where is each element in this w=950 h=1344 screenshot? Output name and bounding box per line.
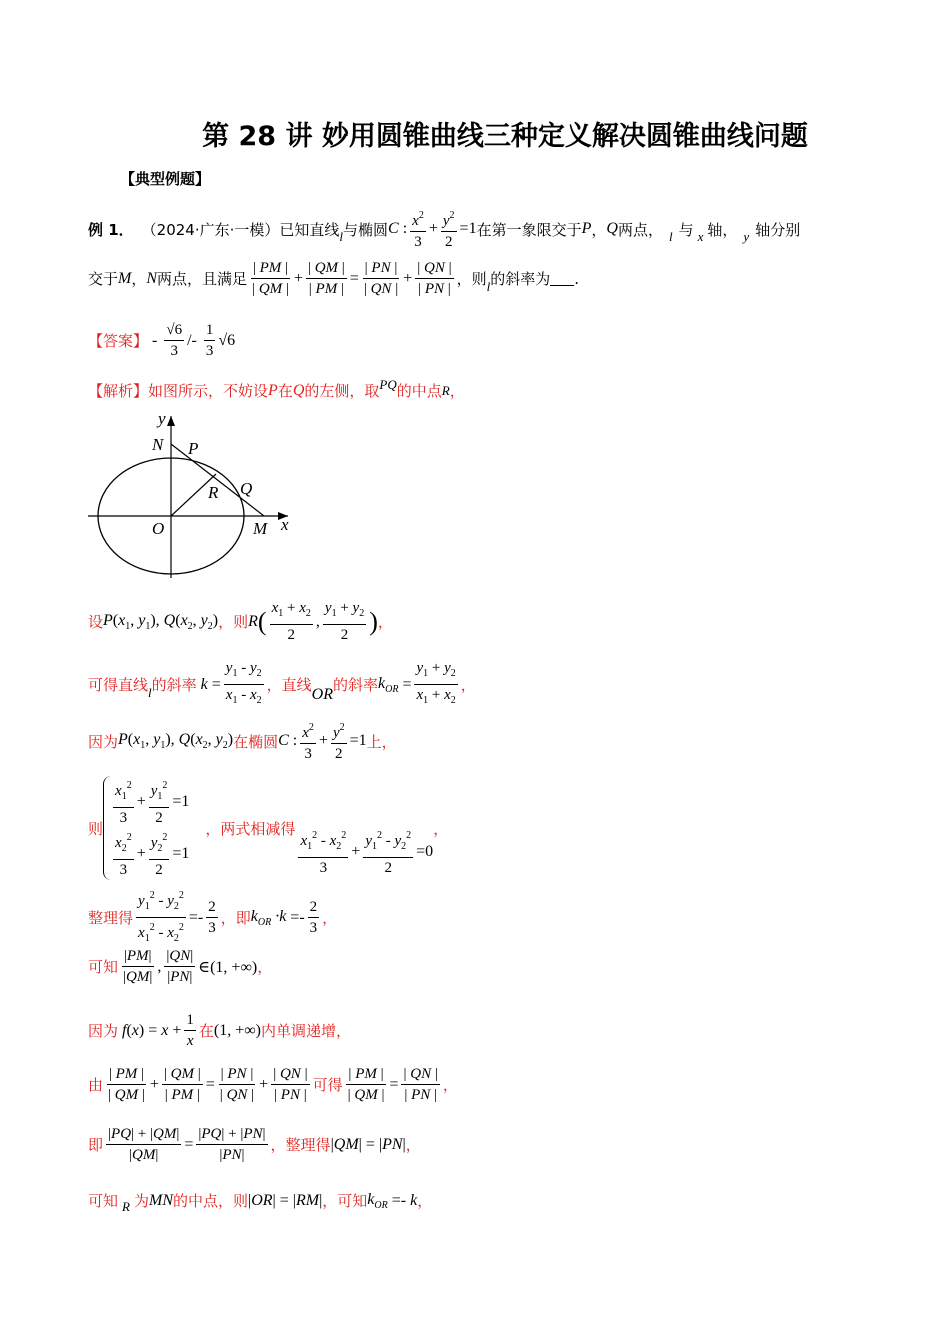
text: 的左侧，取 [304,382,380,400]
analysis-line-3: 可得直线 l 的斜率 k = $\frac{y_1 - y_2}{x_1 - x_2}$ ，直线 OR 的斜率 $k_{OR}$ = $\frac{y_1 + y_2}{x_1 + x_2}$ ， [88,660,476,706]
text: 在椭圆 [233,732,279,751]
ellipse-figure [88,408,308,578]
fig-label-P: P [188,439,199,458]
example-label: 例 1． [88,220,134,239]
text: 上， [366,732,397,751]
text: 与椭圆 [343,220,389,239]
text: ， [322,909,338,927]
text: 可得直线 [88,676,149,694]
text: 与 [678,220,694,239]
text: 的斜率 [332,676,378,694]
text: ， [377,613,393,631]
text: ，整理得 [270,1136,331,1154]
text: ，则 [218,613,249,631]
text: 的中点，则 [172,1192,248,1210]
fig-label-R: R [208,483,219,502]
text: 即 [88,1136,104,1154]
text: ，可知 [322,1192,368,1210]
text: 两点，且满足 [157,270,248,288]
text: ，直线 [266,676,312,694]
text: ，两式相减得 [205,819,296,838]
text: ， [591,220,607,239]
text: 的斜率为 [490,270,551,288]
analysis-line-2: 设 $P(x_1$, $y_1$), $Q(x_2$, $y_2$) ，则 R ( $\frac{x_1 + x_2}{2}$ , $\frac{y_1 + y_2}{2}$ ) ， [88,600,393,643]
analysis-line-6: 整理得 $\frac{y_1^2 - y_2^2}{x_1^2 - x_2^2}$ =- $\frac{2}{3}$ ，即 $k_{OR} \cdot k$ =- $\frac{2}{3}$ ， [88,886,337,949]
example-source: （2024·广东·一模） [141,220,280,239]
text: 由 [88,1076,104,1094]
text: 为 [133,1192,149,1210]
text: 在第一象限交于 [476,220,582,239]
analysis-line-5: 则 $\frac{x_1^2}{3}$ + $\frac{y_1^2}{2}$ =1 $\frac{x_2^2}{3}$ + $\frac{y_2^2}{2}$ =1 ，两式相减得 $\frac{x_1^2 - x_2^2}{3}$ + $\frac{y_1^2 - y_2^2}{2}$ =0 ， [88,776,448,880]
text: ， [460,676,476,694]
example-line-1: 例 1． （2024·广东·一模） 已知直线 l 与椭圆 C : $\frac{x^2}{3}$ + $\frac{y^2}{2}$ =1 在第一象限交于 P ， Q 两点， l 与 x 轴， y 轴分别 [88,206,800,252]
text: ， [449,382,465,400]
fig-label-N: N [152,435,164,454]
text: 因为 [88,1022,119,1040]
text: 已知直线 [279,220,340,239]
text: 在 [277,382,293,400]
example-line-2: 交于 M ， N 两点，且满足 $\frac{| PM |}{| QM |}$ + $\frac{| QM |}{| PM |}$ = $\frac{| PN |}{| QN |}$ + $\frac{| QN |}{| PN |}$ ，则 l 的斜率为 . [88,260,580,297]
text: ， [433,819,449,838]
text: 整理得 [88,909,134,927]
analysis-line-10: 即 $\frac{|PQ| + |QM|}{|QM|}$ = $\frac{|PQ| + |PN|}{|PN|}$ ，整理得 |QM| = |PN| ， [88,1126,421,1163]
text: 可知 [88,958,119,976]
answer-separator: / [187,331,192,349]
analysis-line-7: 可知 $\frac{|PM|}{|QM|}$ , $\frac{|QN|}{|PN|}$ ∈(1, +∞) ， [88,948,273,985]
text: ，则 [456,270,487,288]
fig-label-O: O [152,519,165,538]
text: 可知 [88,1192,119,1210]
text: 可得 [312,1076,343,1094]
text: 设 [88,613,104,631]
fig-label-M: M [253,519,268,538]
text: 如图所示，不妨设 [148,382,269,400]
text: 则 [88,819,104,838]
text: ， [417,1192,433,1210]
analysis-line-4: 因为 $P(x_1$, $y_1$), $Q(x_2$, $y_2$) 在椭圆 C : $\frac{x^2}{3}$ + $\frac{y^2}{2}$ =1 上， [88,718,397,764]
analysis-line-11: 可知 R 为 MN 的中点，则 |OR| = |RM| ，可知 $k_{OR}$ =- k ， [88,1190,433,1214]
fig-label-y: y [158,409,166,428]
equation-system: $\frac{x_1^2}{3}$ + $\frac{y_1^2}{2}$ =1 $\frac{x_2^2}{3}$ + $\frac{y_2^2}{2}$ =1 [103,776,189,880]
answer-line: 【答案】 - $\frac{√6}{3}$ / - $\frac{1}{3}$ √6 [88,322,236,359]
fig-label-x: x [281,515,289,534]
text: ， [257,958,273,976]
text: 因为 [88,732,119,751]
text: 交于 [88,270,119,288]
text: 在 [198,1022,214,1040]
text: 的斜率 [151,676,197,694]
text: 轴分别 [755,220,801,239]
text: 轴， [707,220,738,239]
text: ， [405,1136,421,1154]
analysis-line-1: 【解析】 如图所示，不妨设 P 在 Q 的左侧，取 PQ 的中点 R ， [88,376,465,400]
text: ， [442,1076,458,1094]
text: . [574,269,580,288]
section-heading: 【典型例题】 [120,170,211,188]
analysis-line-9: 由 $\frac{| PM |}{| QM |}$ + $\frac{| QM |}{| PM |}$ = $\frac{| PN |}{| QN |}$ + $\frac{| QN |}{| PN |}$ 可得 $\frac{| PM |}{| QM |}$ = $\frac{| QN |}{| PN |}$ ， [88,1066,458,1103]
fig-label-Q: Q [240,479,253,498]
answer-blank [550,271,574,286]
analysis-line-8: 因为 f(x) = x + $\frac{1}{x}$ 在 (1, +∞) 内单调递增， [88,1012,352,1049]
text: 的中点 [396,382,442,400]
analysis-label: 【解析】 [88,382,149,400]
answer-label: 【答案】 [88,332,149,350]
text: ， [131,270,147,288]
text: 两点， [617,220,663,239]
text: ，即 [220,909,251,927]
text: 内单调递增， [261,1022,352,1040]
page-title: 第 28 讲 妙用圆锥曲线三种定义解决圆锥曲线问题 [202,121,808,152]
